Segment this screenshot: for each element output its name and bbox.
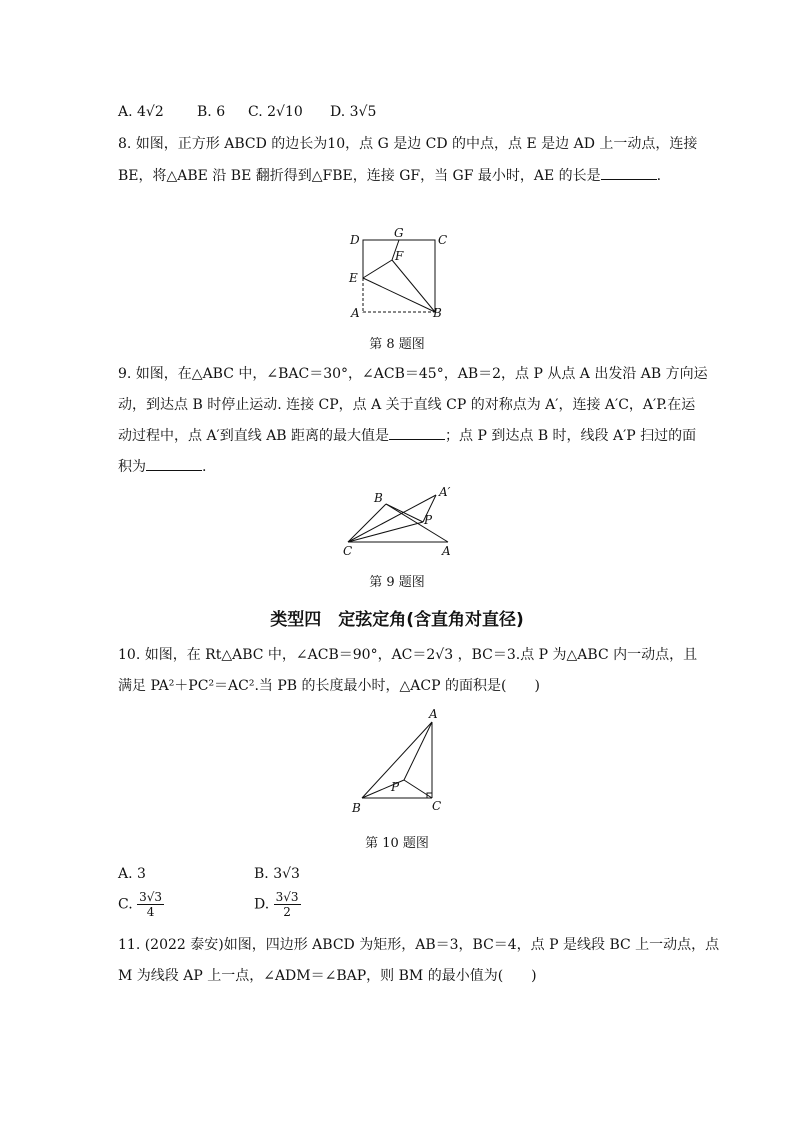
q9-segment-ba [386, 504, 448, 542]
q10-option-d-denominator: 2 [283, 905, 291, 919]
q7-option-a[interactable]: A. 4√2 [118, 104, 164, 120]
q10-option-d-numerator: 3√3 [275, 890, 299, 904]
q9-label-a-prime: A′ [439, 485, 451, 499]
q9-text-line1: 9. 如图，在△ABC 中，∠BAC＝30°，∠ACB＝45°，AB＝2，点 P 从点 A 出发沿 AB 方向运 [118, 366, 708, 382]
q9-label-p: P [424, 513, 433, 527]
q9-line3-end: ；点 P 到达点 B 时，线段 A′P 扫过的面 [445, 428, 697, 444]
q8-segment-ef [363, 260, 392, 278]
q9-text-line2: 动，到达点 B 时停止运动. 连接 CP，点 A 关于直线 CP 的对称点为 A′，连接 A′C，A′P.在运 [118, 397, 696, 413]
q8-line2-end: . [656, 168, 662, 184]
q8-text-line1: 8. 如图，正方形 ABCD 的边长为10，点 G 是边 CD 的中点，点 E 是边 AD 上一动点，连接 [118, 136, 698, 152]
q10-text-line2: 满足 PA²＋PC²＝AC².当 PB 的长度最小时，△ACP 的面积是( ) [118, 678, 540, 694]
q10-label-c: C [432, 799, 442, 813]
q10-option-c-denominator: 4 [146, 905, 155, 919]
q10-label-a: A [429, 707, 438, 721]
q10-segment-pc [404, 780, 432, 798]
q8-label-d: D [350, 233, 360, 247]
q9-line4-text: 积为 [118, 459, 146, 475]
q9-caption: 第 9 题图 [369, 575, 425, 590]
q10-option-b[interactable]: B. 3√3 [254, 866, 300, 882]
q9-line4-end: . [202, 459, 207, 475]
q8-caption: 第 8 题图 [369, 337, 425, 352]
q8-text-line2 [118, 165, 661, 186]
q10-option-a[interactable]: A. 3 [118, 866, 146, 882]
q7-option-b[interactable]: B. 6 [197, 104, 226, 120]
q8-segment-fb [392, 260, 435, 312]
q9-segment-cb [348, 504, 386, 542]
q8-figure [340, 226, 460, 326]
q9-segment-ca2 [348, 495, 436, 542]
q10-caption: 第 10 题图 [365, 836, 429, 851]
q10-option-d-fraction [274, 890, 301, 919]
q10-text-line1: 10. 如图，在 Rt△ABC 中，∠ACB＝90°，AC＝2√3 ，BC＝3.点 P 为△ABC 内一动点，且 [118, 647, 698, 663]
q9-label-a: A [442, 544, 451, 558]
q10-label-b: B [352, 801, 361, 815]
q8-segment-eb [363, 278, 435, 312]
q9-answer-blank-1[interactable] [389, 425, 445, 440]
q7-option-d[interactable]: D. 3√5 [330, 104, 377, 120]
q9-answer-blank-2[interactable] [146, 456, 202, 471]
q10-option-d[interactable] [254, 890, 301, 919]
q8-line2-text: BE，将△ABE 沿 BE 翻折得到△FBE，连接 GF，当 GF 最小时，AE 的长是 [118, 168, 601, 184]
q9-segment-cp [348, 522, 423, 542]
q8-label-g: G [394, 226, 404, 240]
q9-figure [338, 482, 468, 562]
q11-text-line1: 11. (2022 泰安)如图，四边形 ABCD 为矩形，AB＝3，BC＝4，点 P 是线段 BC 上一动点，点 [118, 937, 720, 953]
q10-segment-pa [404, 722, 432, 780]
q8-label-f: F [395, 249, 404, 263]
q10-option-c-numerator: 3√3 [139, 890, 163, 904]
q7-option-c[interactable]: C. 2√10 [248, 104, 303, 120]
q11-text-line2: M 为线段 AP 上一点，∠ADM＝∠BAP，则 BM 的最小值为( ) [118, 968, 537, 984]
q10-label-p: P [391, 780, 400, 794]
q8-label-a: A [351, 306, 360, 320]
q8-label-c: C [438, 233, 448, 247]
q9-line3-text: 动过程中，点 A′到直线 AB 距离的最大值是 [118, 428, 390, 444]
q9-label-b: B [374, 491, 383, 505]
q8-label-e: E [349, 271, 358, 285]
q10-option-c-prefix: C. [118, 896, 133, 913]
q10-figure [348, 700, 458, 820]
q8-label-b: B [433, 306, 442, 320]
section-heading: 类型四 定弦定角(含直角对直径) [270, 610, 524, 630]
q10-option-d-prefix: D. [254, 896, 270, 913]
q10-option-c[interactable] [118, 890, 164, 919]
q8-answer-blank[interactable] [601, 165, 657, 180]
q10-option-c-fraction [137, 890, 164, 919]
q9-label-c: C [343, 544, 353, 558]
q9-text-line4 [118, 456, 206, 477]
q9-text-line3 [118, 425, 696, 446]
